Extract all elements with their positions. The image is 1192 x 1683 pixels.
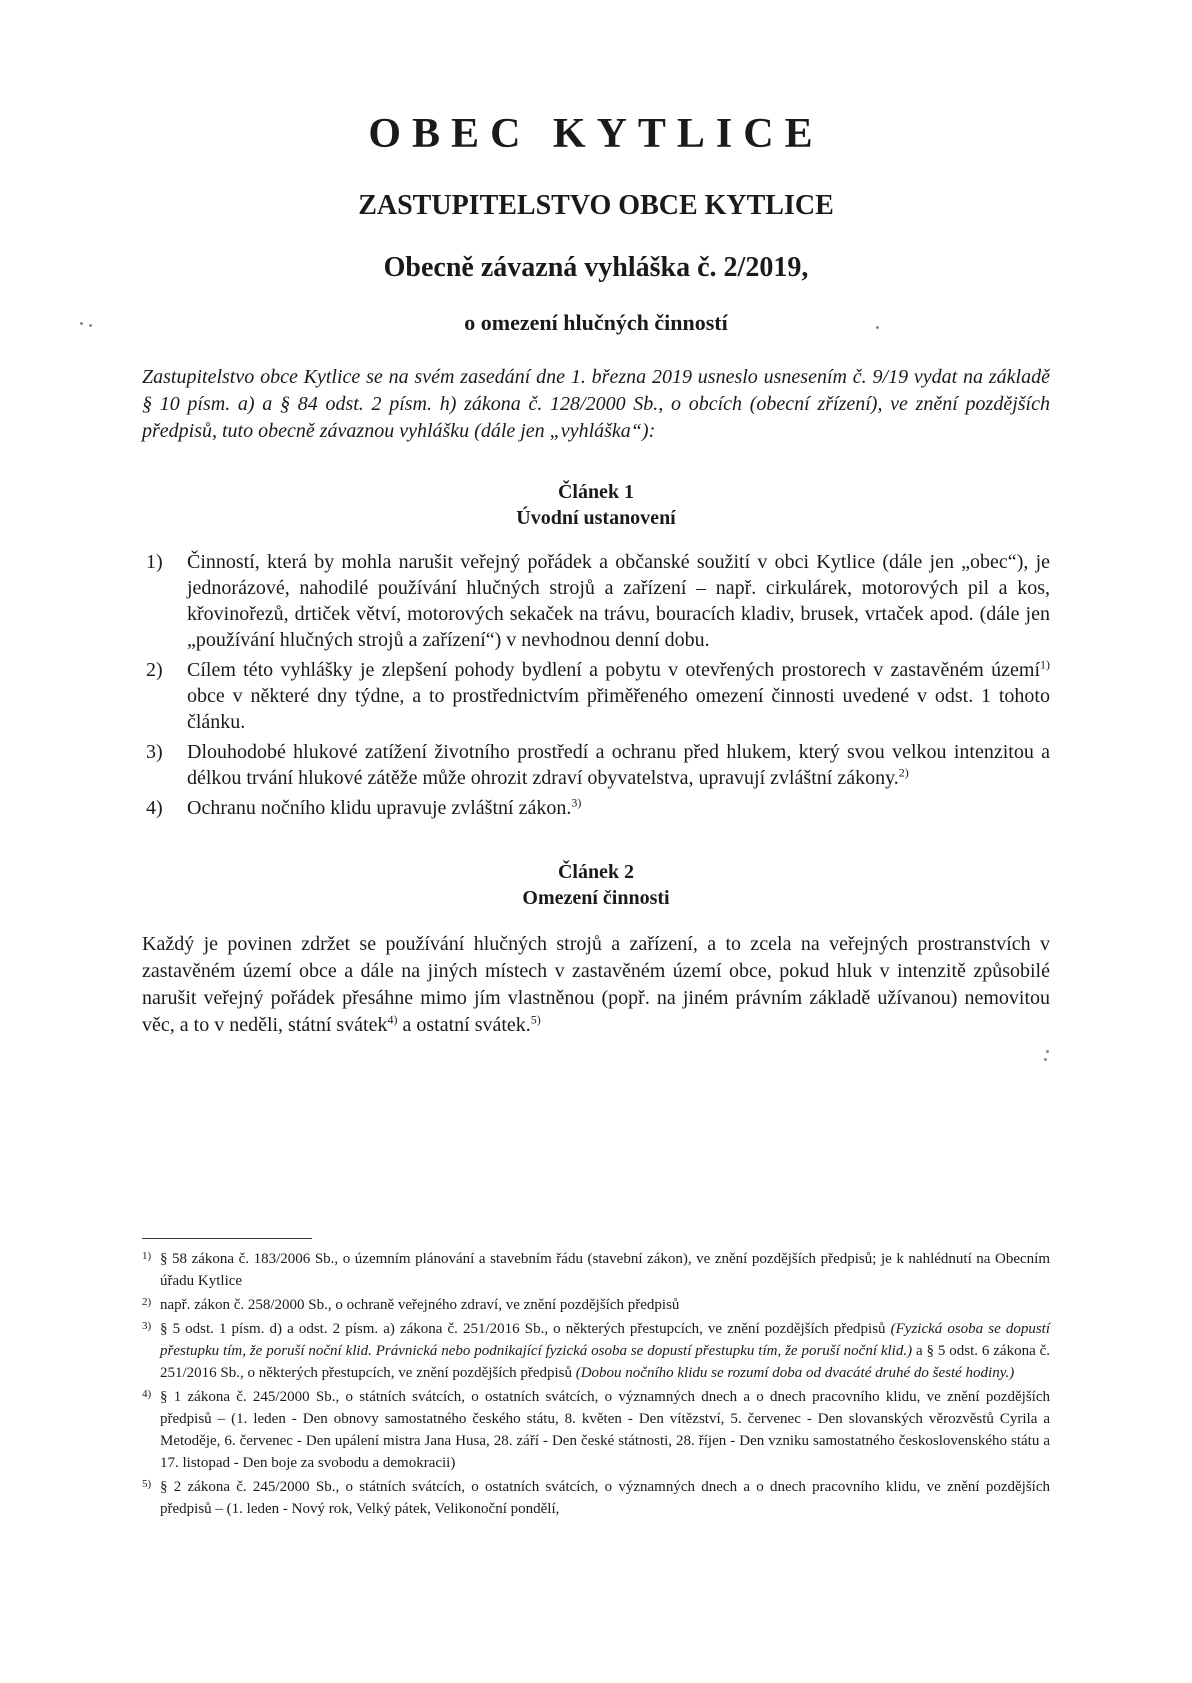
clause-number: 4) xyxy=(146,797,163,819)
clause-2 xyxy=(142,657,1050,735)
clause-text: Činností, která by mohla narušit veřejný pořádek a občanské soužití v obci Kytlice (dále jen „obec“), je jednorázové, nahodilé používání hlučných strojů a zařízení – např. cirkulárek, motorových pil a kos, křovinořezů, drtiček větví, motorových sekaček na trávu, bouracích kladiv, brusek, vrtaček apod. (dále jen „používání hlučných strojů a zařízení“) v nevhodnou denní dobu. xyxy=(187,551,1050,651)
scan-speck xyxy=(876,326,879,329)
footnote-italic: (Fyzická osoba se dopustí přestupku tím, že poruší noční klid. Právnická nebo podnikající fyzická osoba se dopustí přestupku tím, že poruší noční klid.) xyxy=(160,1321,1051,1359)
footnote-ref: 3) xyxy=(571,795,582,810)
footnote-mark: 3) xyxy=(142,1320,152,1332)
article-1-number: Článek 1 xyxy=(557,481,635,503)
article-2-number: Článek 2 xyxy=(557,861,635,883)
footnote-text-cont: a § 5 odst. 6 zákona č. 251/2016 Sb., o některých přestupcích, ve znění pozdějších předpisů xyxy=(160,1343,1051,1381)
article-2-heading xyxy=(142,859,1050,911)
article-1-heading xyxy=(142,479,1050,531)
footnote-1 xyxy=(142,1248,1050,1292)
footnote-ref: 1) xyxy=(1040,657,1050,672)
footnote-mark: 5) xyxy=(142,1478,152,1490)
footnote-ref: 5) xyxy=(530,1012,541,1027)
footnotes xyxy=(142,1248,1050,1522)
footnote-text: § 1 zákona č. 245/2000 Sb., o státních svátcích, o ostatních svátcích, o významných dnech a o dnech pracovního klidu, ve znění pozdějších předpisů – (1. leden - Den obnovy samostatného českého státu, 8. květen - Den vítězství, 5. červenec - Den slovanských věrozvěstů Cyrila a Metoděje, 6. červenec - Den upálení mistra Jana Husa, 28. září - Den české státnosti, 28. říjen - Den vzniku samostatného československého státu a 17. listopad - Den boje za svobodu a demokracii) xyxy=(160,1389,1050,1471)
article-2-text xyxy=(142,931,1050,1039)
clause-text-cont: obce v některé dny týdne, a to prostřednictvím přiměřeného omezení činnosti uvedené v odst. 1 tohoto článku. xyxy=(187,685,1050,733)
footnote-text: § 58 zákona č. 183/2006 Sb., o územním plánování a stavebním řádu (stavební zákon), ve znění pozdějších předpisů; je k nahlédnutí na Obecním úřadu Kytlice xyxy=(160,1251,1050,1289)
clause-number: 1) xyxy=(146,551,163,573)
municipality-name: OBEC KYTLICE xyxy=(368,111,824,157)
footnote-mark: 2) xyxy=(142,1296,152,1308)
clause-3 xyxy=(142,739,1050,791)
clause-text: Cílem této vyhlášky je zlepšení pohody bydlení a pobytu v otevřených prostorech v zastavěném území xyxy=(187,659,1040,681)
footnote-4 xyxy=(142,1386,1050,1474)
clause-4 xyxy=(142,795,1050,821)
scan-speck xyxy=(1044,1058,1047,1061)
clause-number: 2) xyxy=(146,659,163,681)
footnote-italic: (Dobou nočního klidu se rozumí doba od dvacáté druhé do šesté hodiny.) xyxy=(575,1365,1015,1381)
article-1-clauses xyxy=(142,549,1050,821)
clause-text: Dlouhodobé hlukové zatížení životního prostředí a ochranu před hlukem, který svou velkou intenzitou a délkou trvání hlukové zátěže může ohrozit zdraví obyvatelstva, upravují zvláštní zákony. xyxy=(187,741,1050,789)
footnote-2 xyxy=(142,1294,1050,1316)
article-1-title: Úvodní ustanovení xyxy=(516,507,676,529)
clause-1 xyxy=(142,549,1050,653)
footnote-5 xyxy=(142,1476,1050,1520)
scan-speck xyxy=(89,324,92,327)
footnote-divider xyxy=(142,1238,312,1239)
article-2-title: Omezení činnosti xyxy=(522,887,670,909)
scan-speck xyxy=(1046,1050,1049,1053)
clause-number: 3) xyxy=(146,741,163,763)
intro-paragraph: Zastupitelstvo obce Kytlice se na svém zasedání dne 1. března 2019 usneslo usnesením č. 9/19 vydat na základě § 10 písm. a) a § 84 odst. 2 písm. h) zákona č. 128/2000 Sb., o obcích (obecní zřízení), ve znění pozdějších předpisů, tuto obecně závaznou vyhlášku (dále jen „vyhláška“): xyxy=(142,366,1050,442)
footnote-mark: 4) xyxy=(142,1388,152,1400)
footnote-text: § 5 odst. 1 písm. d) a odst. 2 písm. a) zákona č. 251/2016 Sb., o některých přestupcích, ve znění pozdějších předpisů xyxy=(160,1321,891,1337)
footnote-ref: 2) xyxy=(898,765,909,780)
council-name: ZASTUPITELSTVO OBCE KYTLICE xyxy=(358,190,834,221)
footnote-ref: 4) xyxy=(387,1012,398,1027)
footnote-3 xyxy=(142,1318,1050,1384)
article-2-text-a: Každý je povinen zdržet se používání hlučných strojů a zařízení, a to zcela na veřejných prostranstvích v zastavěném území obce a dále na jiných místech v zastavěném území obce, pokud hluk v intenzitě způsobilé narušit veřejný pořádek přesáhne mimo jím vlastněnou (popř. na jiném právním základě užívanou) nemovitou věc, a to v neděli, státní svátek xyxy=(142,933,1050,1036)
ordinance-subject: o omezení hlučných činností xyxy=(464,310,728,335)
footnote-mark: 1) xyxy=(142,1250,152,1262)
footnote-text: § 2 zákona č. 245/2000 Sb., o státních svátcích, o ostatních svátcích, o významných dnech a o dnech pracovního klidu, ve znění pozdějších předpisů – (1. leden - Nový rok, Velký pátek, Velikonoční pondělí, xyxy=(160,1479,1050,1517)
ordinance-title: Obecně závazná vyhláška č. 2/2019, xyxy=(383,252,809,283)
footnote-text: např. zákon č. 258/2000 Sb., o ochraně veřejného zdraví, ve znění pozdějších předpisů xyxy=(160,1297,680,1313)
scan-speck xyxy=(80,322,83,325)
clause-text: Ochranu nočního klidu upravuje zvláštní zákon. xyxy=(187,797,572,819)
article-2-text-b: a ostatní svátek. xyxy=(397,1014,531,1036)
